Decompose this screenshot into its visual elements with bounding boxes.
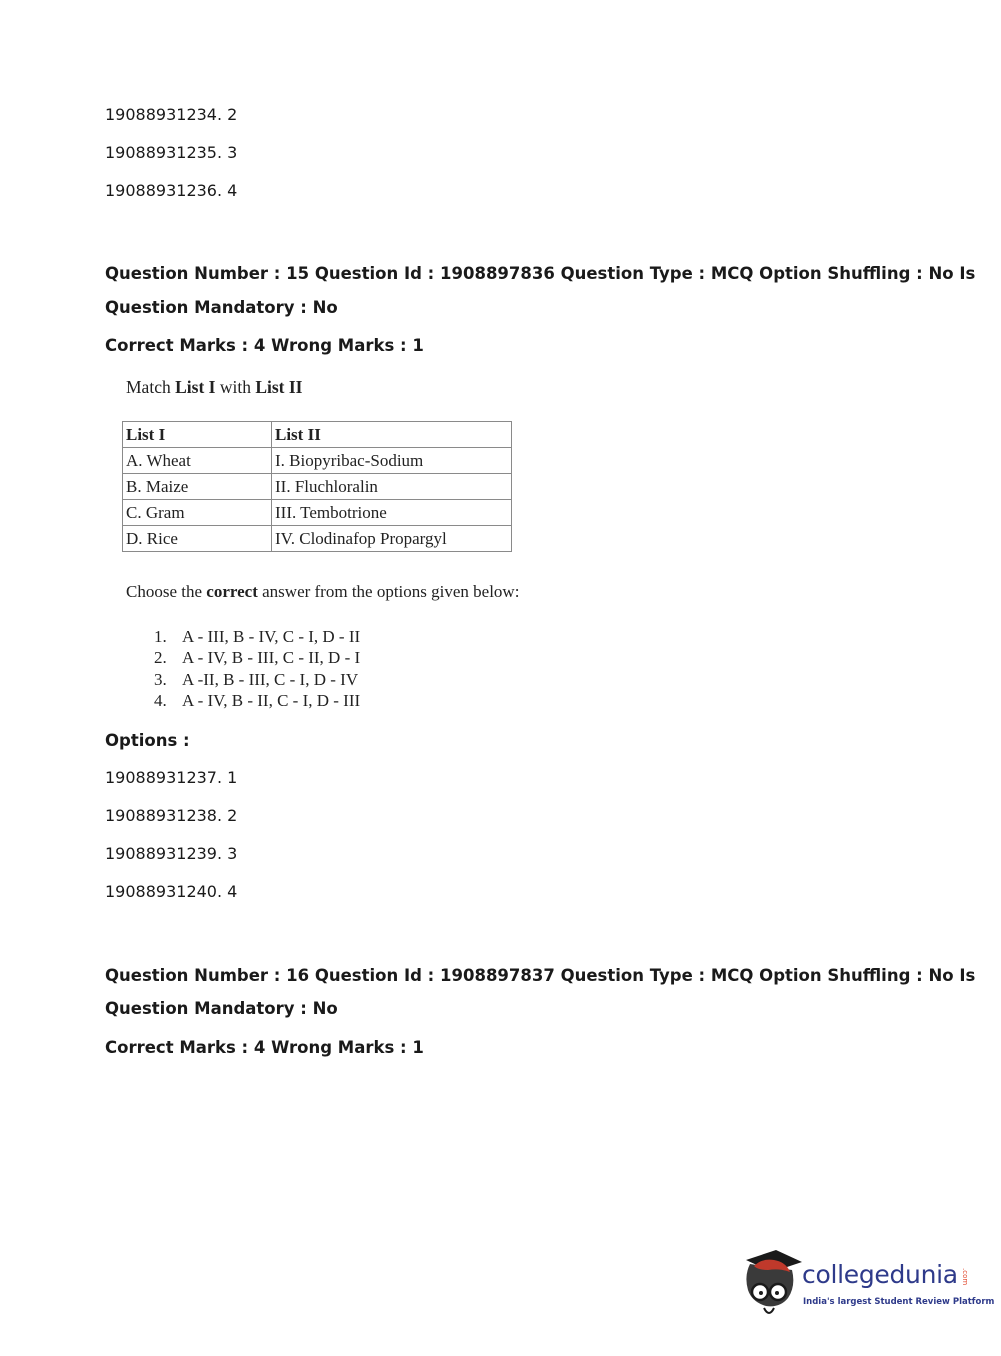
- answer-item: [154, 626, 360, 647]
- option-line: 19088931238. 2: [105, 806, 238, 825]
- table-row: [123, 474, 512, 500]
- answer-item: [154, 669, 360, 690]
- question-header: Question Number : 15 Question Id : 1908897836 Question Type : MCQ Option Shuffling : No Is: [105, 264, 976, 283]
- table-header-cell: List I: [123, 422, 272, 448]
- table-cell: II. Fluchloralin: [272, 474, 512, 500]
- question-marks: Correct Marks : 4 Wrong Marks : 1: [105, 336, 424, 355]
- logo-suffix: .com: [961, 1268, 969, 1286]
- answer-text: A - IV, B - III, C - II, D - I: [182, 648, 361, 668]
- question-mandatory: Question Mandatory : No: [105, 999, 338, 1018]
- question-header: Question Number : 16 Question Id : 1908897837 Question Type : MCQ Option Shuffling : No Is: [105, 966, 976, 985]
- answer-number: 3.: [154, 669, 167, 689]
- logo-wordmark: collegedunia: [802, 1260, 958, 1289]
- instruction-text: answer from the options given below:: [257, 582, 520, 601]
- option-line: 19088931240. 4: [105, 882, 238, 901]
- table-cell: III. Tembotrione: [272, 500, 512, 526]
- prompt-text: Match: [126, 377, 176, 397]
- answer-number: 1.: [154, 627, 167, 646]
- answer-item: [154, 647, 360, 668]
- option-line: 19088931237. 1: [105, 768, 238, 787]
- table-cell: C. Gram: [123, 500, 272, 526]
- answer-text: A - IV, B - II, C - I, D - III: [182, 690, 361, 710]
- table-row: [123, 448, 512, 474]
- instruction-text: Choose the: [126, 582, 207, 601]
- table-header-row: [123, 422, 512, 448]
- table-header-cell: List II: [272, 422, 512, 448]
- instruction-bold: correct: [206, 582, 258, 601]
- table-row: [123, 500, 512, 526]
- prompt-text: with: [215, 377, 256, 397]
- question-mandatory: Question Mandatory : No: [105, 298, 338, 317]
- mascot-icon: [740, 1246, 802, 1321]
- logo-tagline: India's largest Student Review Platform: [803, 1297, 995, 1307]
- choose-instruction: [126, 582, 519, 602]
- option-line: 19088931236. 4: [105, 181, 238, 200]
- answer-number: 4.: [154, 690, 167, 710]
- table-cell: I. Biopyribac-Sodium: [272, 448, 512, 474]
- table-cell: A. Wheat: [123, 448, 272, 474]
- answer-text: A -II, B - III, C - I, D - IV: [182, 669, 359, 689]
- match-table: [122, 421, 512, 552]
- table-cell: IV. Clodinafop Propargyl: [272, 526, 512, 552]
- answer-item: [154, 690, 360, 711]
- collegedunia-logo: [740, 1246, 995, 1321]
- answer-text: A - III, B - IV, C - I, D - II: [182, 627, 361, 646]
- table-cell: B. Maize: [123, 474, 272, 500]
- question-prompt: [126, 377, 303, 398]
- question-marks: Correct Marks : 4 Wrong Marks : 1: [105, 1038, 424, 1057]
- options-label: Options :: [105, 731, 190, 750]
- table-row: [123, 526, 512, 552]
- option-line: 19088931235. 3: [105, 143, 238, 162]
- prompt-bold: List II: [255, 377, 303, 397]
- prompt-bold: List I: [175, 377, 216, 397]
- option-line: 19088931234. 2: [105, 105, 238, 124]
- answer-number: 2.: [154, 648, 167, 668]
- option-line: 19088931239. 3: [105, 844, 238, 863]
- answer-list: [154, 626, 360, 711]
- table-cell: D. Rice: [123, 526, 272, 552]
